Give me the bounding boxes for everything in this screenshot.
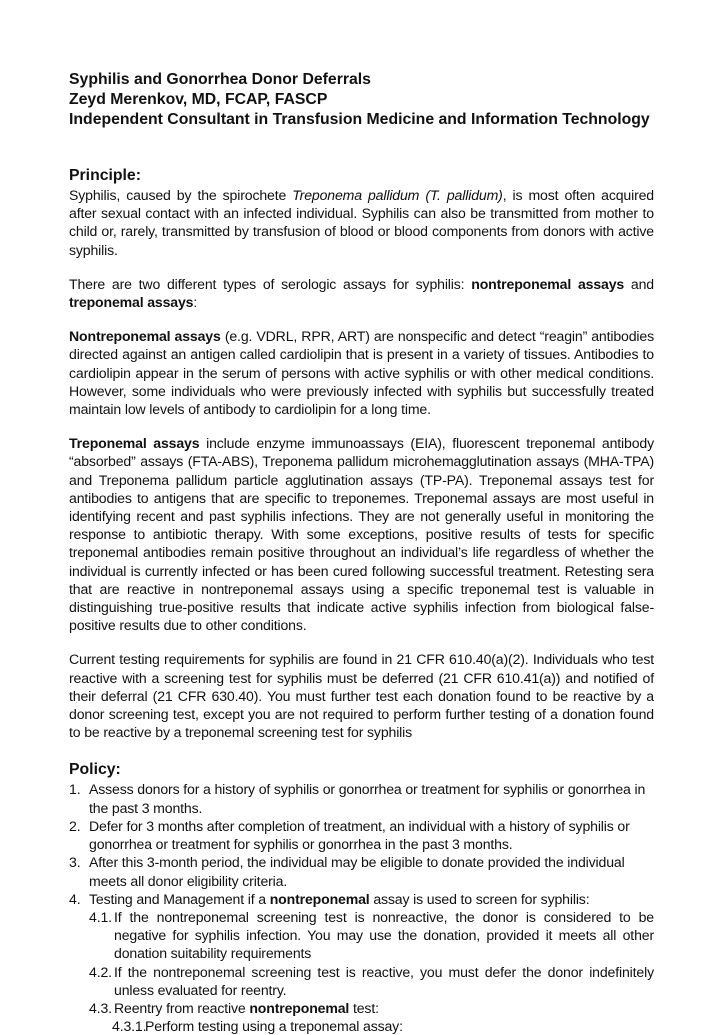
- policy-subitem-4-2: [69, 963, 654, 999]
- testing-requirements-paragraph: Current testing requirements for syphilis are found in 21 CFR 610.40(a)(2). Individuals who test reactive with a screening test for syphilis must be deferred (21 CFR 610.41(a)) and notified of their deferral (21 CFR 630.40). You must further test each donation found to be reactive by a donor screening test, except you are not required to perform further testing of a donation found to be reactive by a treponemal screening test for syphilis: [69, 651, 654, 741]
- principle-paragraph-1: [69, 186, 654, 259]
- bold-term: nontreponemal: [269, 890, 370, 907]
- policy-item-2: [69, 817, 654, 853]
- list-text: Assess donors for a history of syphilis or gonorrhea or treatment for syphilis or gonorrhea in the past 3 months.: [89, 781, 646, 816]
- list-number: 4.3.1.: [112, 1018, 147, 1035]
- list-text: After this 3-month period, the individual may be eligible to donate provided the individual meets all donor eligibility criteria.: [89, 854, 625, 889]
- list-text: test:: [349, 999, 379, 1016]
- list-number: 3.: [69, 854, 81, 871]
- list-number: 4.3.: [89, 999, 112, 1016]
- policy-item-4: [69, 890, 654, 908]
- bold-term: Treponemal assays: [69, 435, 200, 452]
- document-page: [69, 70, 654, 1035]
- text-span: , is most often acquired after sexual contact with an infected individual. Syphilis can also be transmitted from mother to child or, rarely, transmitted by transfusion of blood or blood components from donors with active syphilis.: [69, 187, 654, 258]
- list-text: Testing and Management if a: [89, 890, 270, 907]
- bold-term: nontreponemal: [249, 999, 350, 1016]
- affiliation-line: Independent Consultant in Transfusion Medicine and Information Technology: [69, 111, 650, 128]
- policy-list: [69, 780, 654, 1035]
- author-line: Zeyd Merenkov, MD, FCAP, FASCP: [69, 91, 328, 108]
- bold-term: nontreponemal assays: [471, 275, 625, 292]
- bold-term: treponemal assays: [69, 294, 194, 311]
- document-title: Syphilis and Gonorrhea Donor Deferrals: [69, 71, 371, 88]
- policy-item-3: [69, 853, 654, 889]
- list-text: Reentry from reactive: [114, 999, 250, 1016]
- nontreponemal-paragraph: [69, 327, 654, 418]
- policy-subitem-4-3-1: [69, 1017, 654, 1035]
- list-number: 4.1.: [89, 908, 112, 925]
- list-text: If the nontreponemal screening test is nonreactive, the donor is considered to be negative for syphilis infection. You may use the donation, provided it meets all other donation suitability requirements: [114, 908, 654, 962]
- principle-paragraph-2: [69, 275, 654, 311]
- text-span: include enzyme immunoassays (EIA), fluorescent treponemal antibody “absorbed” assays (FTA-ABS), Treponema pallidum microhemagglutination assays (MHA-TPA) and Treponema pallidum particle agglutination assays (TP-PA). Treponemal assays test for antibodies to antigens that are specific to treponemes. Treponemal assays are most useful in identifying recent and past syphilis infections. They are not generally useful in monitoring the response to antibiotic therapy. With some exceptions, positive results of tests for specific treponemal antibodies remain positive throughout an individual’s life regardless of whether the individual is currently infected or has been cured following successful treatment. Retesting sera that are reactive in nontreponemal assays using a specific treponemal test is valuable in distinguishing true-positive results that indicate active syphilis infection from biological false-positive results due to other conditions.: [69, 435, 654, 634]
- text-span: and: [624, 275, 654, 292]
- policy-subitem-4-1: [69, 908, 654, 963]
- list-text: assay is used to screen for syphilis:: [369, 890, 590, 907]
- text-span: There are two different types of serologic assays for syphilis:: [69, 275, 472, 292]
- list-number: 4.: [69, 890, 81, 907]
- list-text: Perform testing using a treponemal assay:: [145, 1018, 403, 1035]
- text-span: :: [193, 294, 198, 311]
- list-text: Defer for 3 months after completion of treatment, an individual with a history of syphilis or gonorrhea or treatment for syphilis or gonorrhea in the past 3 months.: [89, 817, 630, 853]
- treponemal-paragraph: [69, 434, 654, 634]
- document-header: [69, 70, 654, 130]
- policy-subitem-4-3: [69, 999, 654, 1017]
- policy-heading: Policy:: [69, 761, 121, 779]
- list-number: 4.2.: [89, 963, 112, 980]
- policy-item-1: [69, 780, 654, 816]
- list-number: 2.: [69, 817, 81, 834]
- principle-heading: Principle:: [69, 167, 141, 184]
- text-span: Syphilis, caused by the spirochete: [69, 187, 293, 203]
- list-number: 1.: [69, 781, 81, 798]
- italic-organism-name: Treponema pallidum (T. pallidum): [292, 187, 503, 203]
- text-span: (e.g. VDRL, RPR, ART) are nonspecific and detect “reagin” antibodies directed against an antigen called cardiolipin that is present in a variety of tissues. Antibodies to cardiolipin appear in the serum of persons with active syphilis or with other medical conditions. However, some individuals who were previously infected with syphilis but successfully treated maintain low levels of antibody to cardiolipin for a long time.: [69, 328, 654, 418]
- bold-term: Nontreponemal assays: [69, 328, 221, 345]
- list-text: If the nontreponemal screening test is reactive, you must defer the donor indefinitely unless evaluated for reentry.: [114, 963, 654, 998]
